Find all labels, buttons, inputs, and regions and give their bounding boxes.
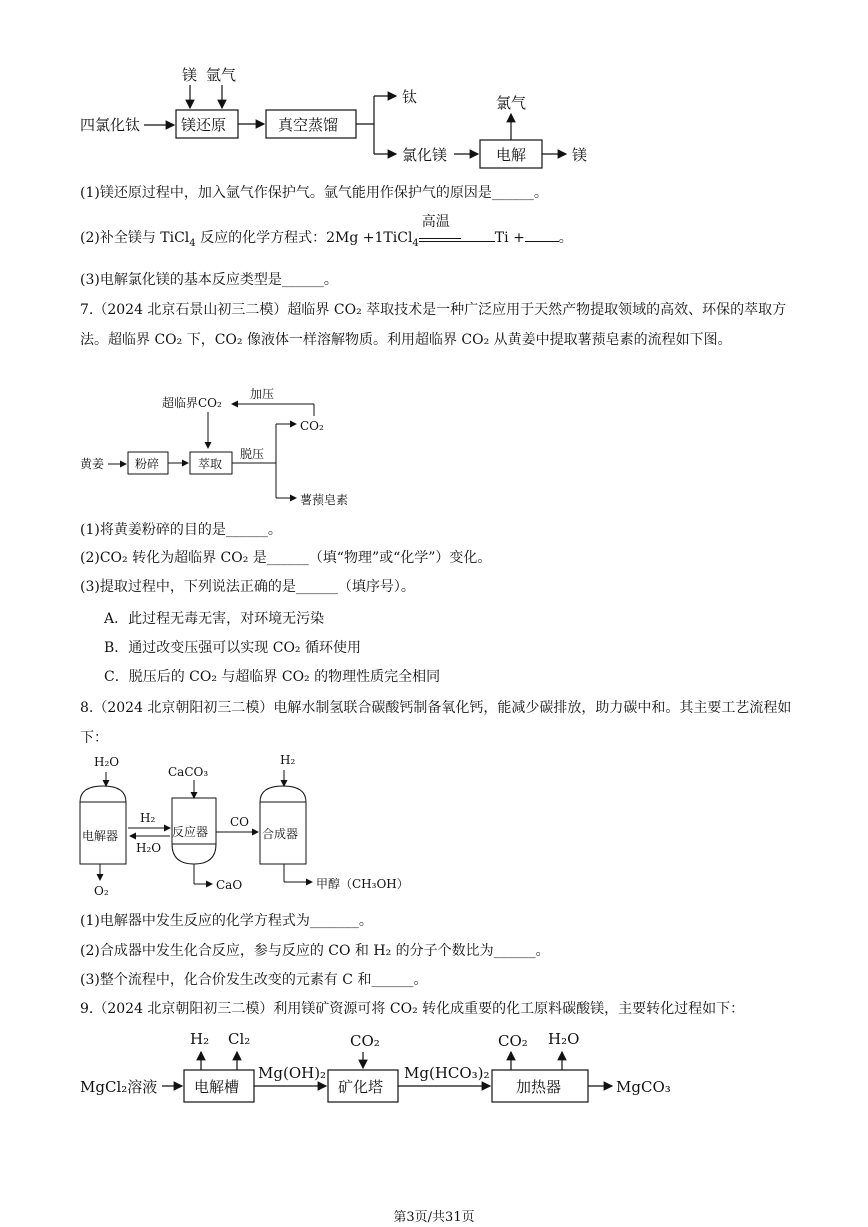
q6-part3: (3)电解氯化镁的基本反应类型是______。 — [80, 272, 338, 288]
mgco3-output-label: MgCO₃ — [616, 1078, 671, 1096]
mgcl2-label: 氯化镁 — [402, 146, 448, 164]
q7-option-c[interactable]: C．脱压后的 CO₂ 与超临界 CO₂ 的物理性质完全相同 — [104, 669, 441, 685]
vacuum-distillation-label: 真空蒸馏 — [278, 116, 339, 134]
mgcl2-solution-label: MgCl₂溶液 — [80, 1078, 158, 1096]
depressurize-label: 脱压 — [240, 447, 265, 461]
mgoh2-label: Mg(OH)₂ — [258, 1064, 327, 1082]
h2o-mid-label: H₂O — [136, 841, 162, 855]
h2o-top-label: H₂O — [94, 755, 120, 769]
o2-label: O₂ — [94, 884, 109, 898]
ginger-label: 黄姜 — [80, 457, 105, 471]
synthesizer-label: 合成器 — [262, 827, 299, 841]
q6-part2-pre: (2)补全镁与 TiCl — [80, 230, 190, 246]
q8-part2: (2)合成器中发生化合反应，参与反应的 CO 和 H₂ 的分子个数比为______。 — [80, 943, 550, 959]
q6-part2-sub: 4 — [189, 237, 196, 249]
cl2-output-label: 氯气 — [496, 94, 527, 112]
q6-cond-text: 高温 — [421, 214, 450, 230]
mgco3-process-diagram — [76, 1026, 696, 1110]
q8-intro: 8.（2024 北京朝阳初三二模）电解水制氢联合碳酸钙制备氧化钙，能减少碳排放，助力碳中和。其主要工艺流程如下： — [80, 700, 792, 746]
mg-input-label: 镁 — [182, 66, 198, 84]
electrolysis-label: 电解 — [496, 146, 527, 164]
cl2-label: Cl₂ — [228, 1030, 251, 1048]
co2-input-label: CO₂ — [350, 1032, 380, 1050]
titanium-process-diagram — [70, 60, 610, 180]
q6-answer-blank-2[interactable] — [525, 227, 559, 242]
q7-part3: (3)提取过程中，下列说法正确的是______（填序号）。 — [80, 579, 415, 595]
q9-intro: 9.（2024 北京朝阳初三二模）利用镁矿资源可将 CO₂ 转化成重要的化工原料碳酸镁，主要转化过程如下： — [80, 1001, 745, 1017]
q7-option-a[interactable]: A．此过程无毒无害，对环境无污染 — [104, 611, 325, 627]
product-label: 薯蓣皂素 — [300, 493, 349, 507]
h2-top-label: H₂ — [280, 753, 296, 767]
q7-option-b[interactable]: B．通过改变压强可以实现 CO₂ 循环使用 — [104, 640, 361, 656]
q6-part2-post: Ti + — [494, 230, 525, 246]
h2-label: H₂ — [190, 1030, 210, 1048]
q8-part3: (3)整个流程中，化合价发生改变的元素有 C 和______。 — [80, 972, 428, 988]
synthesizer-vessel — [260, 786, 306, 864]
grind-label: 粉碎 — [135, 457, 160, 471]
ti-output-label: 钛 — [402, 88, 418, 106]
co2-extraction-diagram — [78, 386, 398, 512]
caco3-label: CaCO₃ — [168, 765, 209, 779]
q6-part2-sub2: 4 — [412, 237, 419, 249]
heater-label: 加热器 — [516, 1078, 562, 1096]
q6-part2-end: 。 — [558, 230, 573, 246]
ticl4-label: 四氯化钛 — [80, 116, 141, 134]
q7-intro: 7.（2024 北京石景山初三二模）超临界 CO₂ 萃取技术是一种广泛应用于天然产物提取领域的高效、环保的萃取方法。超临界 CO₂ 下，CO₂ 像液体一样溶解物质。利用超临界 CO₂ 从黄姜中提取薯蓣皂素的流程如下图。 — [80, 302, 787, 348]
h2-mid-label: H₂ — [140, 811, 156, 825]
reactor-label: 反应器 — [172, 825, 209, 839]
electrolyzer-vessel — [80, 786, 126, 864]
mg-reduction-label: 镁还原 — [181, 116, 227, 134]
methanol-label: 甲醇（CH₃OH） — [316, 877, 409, 891]
q8-part1: (1)电解器中发生反应的化学方程式为_______。 — [80, 913, 373, 929]
ar-input-label: 氩气 — [206, 66, 237, 84]
electrolytic-cell-label: 电解槽 — [194, 1078, 240, 1096]
q6-part2-mid: 反应的化学方程式：2Mg +1TiCl — [195, 230, 413, 246]
q6-reaction-condition — [419, 214, 461, 242]
extract-label: 萃取 — [198, 457, 223, 471]
supercritical-co2-label: 超临界CO₂ — [162, 396, 222, 410]
electrolyzer-label: 电解器 — [82, 829, 119, 843]
mineralization-tower-label: 矿化塔 — [338, 1078, 384, 1096]
co-label: CO — [230, 815, 250, 829]
q6-part1: (1)镁还原过程中，加入氩气作保护气。氩气能用作保护气的原因是______。 — [80, 185, 548, 201]
q6-answer-blank-1[interactable] — [461, 227, 495, 242]
pressurize-label: 加压 — [250, 387, 275, 401]
q6-part2 — [80, 214, 808, 254]
cao-label: CaO — [216, 878, 243, 892]
electrolysis-cao-diagram — [74, 752, 414, 900]
mg-output-label: 镁 — [572, 146, 588, 164]
q7-part1: (1)将黄姜粉碎的目的是______。 — [80, 522, 282, 538]
co2-recycle-label: CO₂ — [300, 419, 324, 433]
q7-part2: (2)CO₂ 转化为超临界 CO₂ 是______（填“物理”或“化学”）变化。 — [80, 550, 492, 566]
page-footer: 第3页/共31页 — [393, 1210, 475, 1225]
h2o-output-label: H₂O — [548, 1030, 580, 1048]
co2-output-label: CO₂ — [498, 1032, 528, 1050]
mghco3-label: Mg(HCO₃)₂ — [404, 1064, 490, 1082]
